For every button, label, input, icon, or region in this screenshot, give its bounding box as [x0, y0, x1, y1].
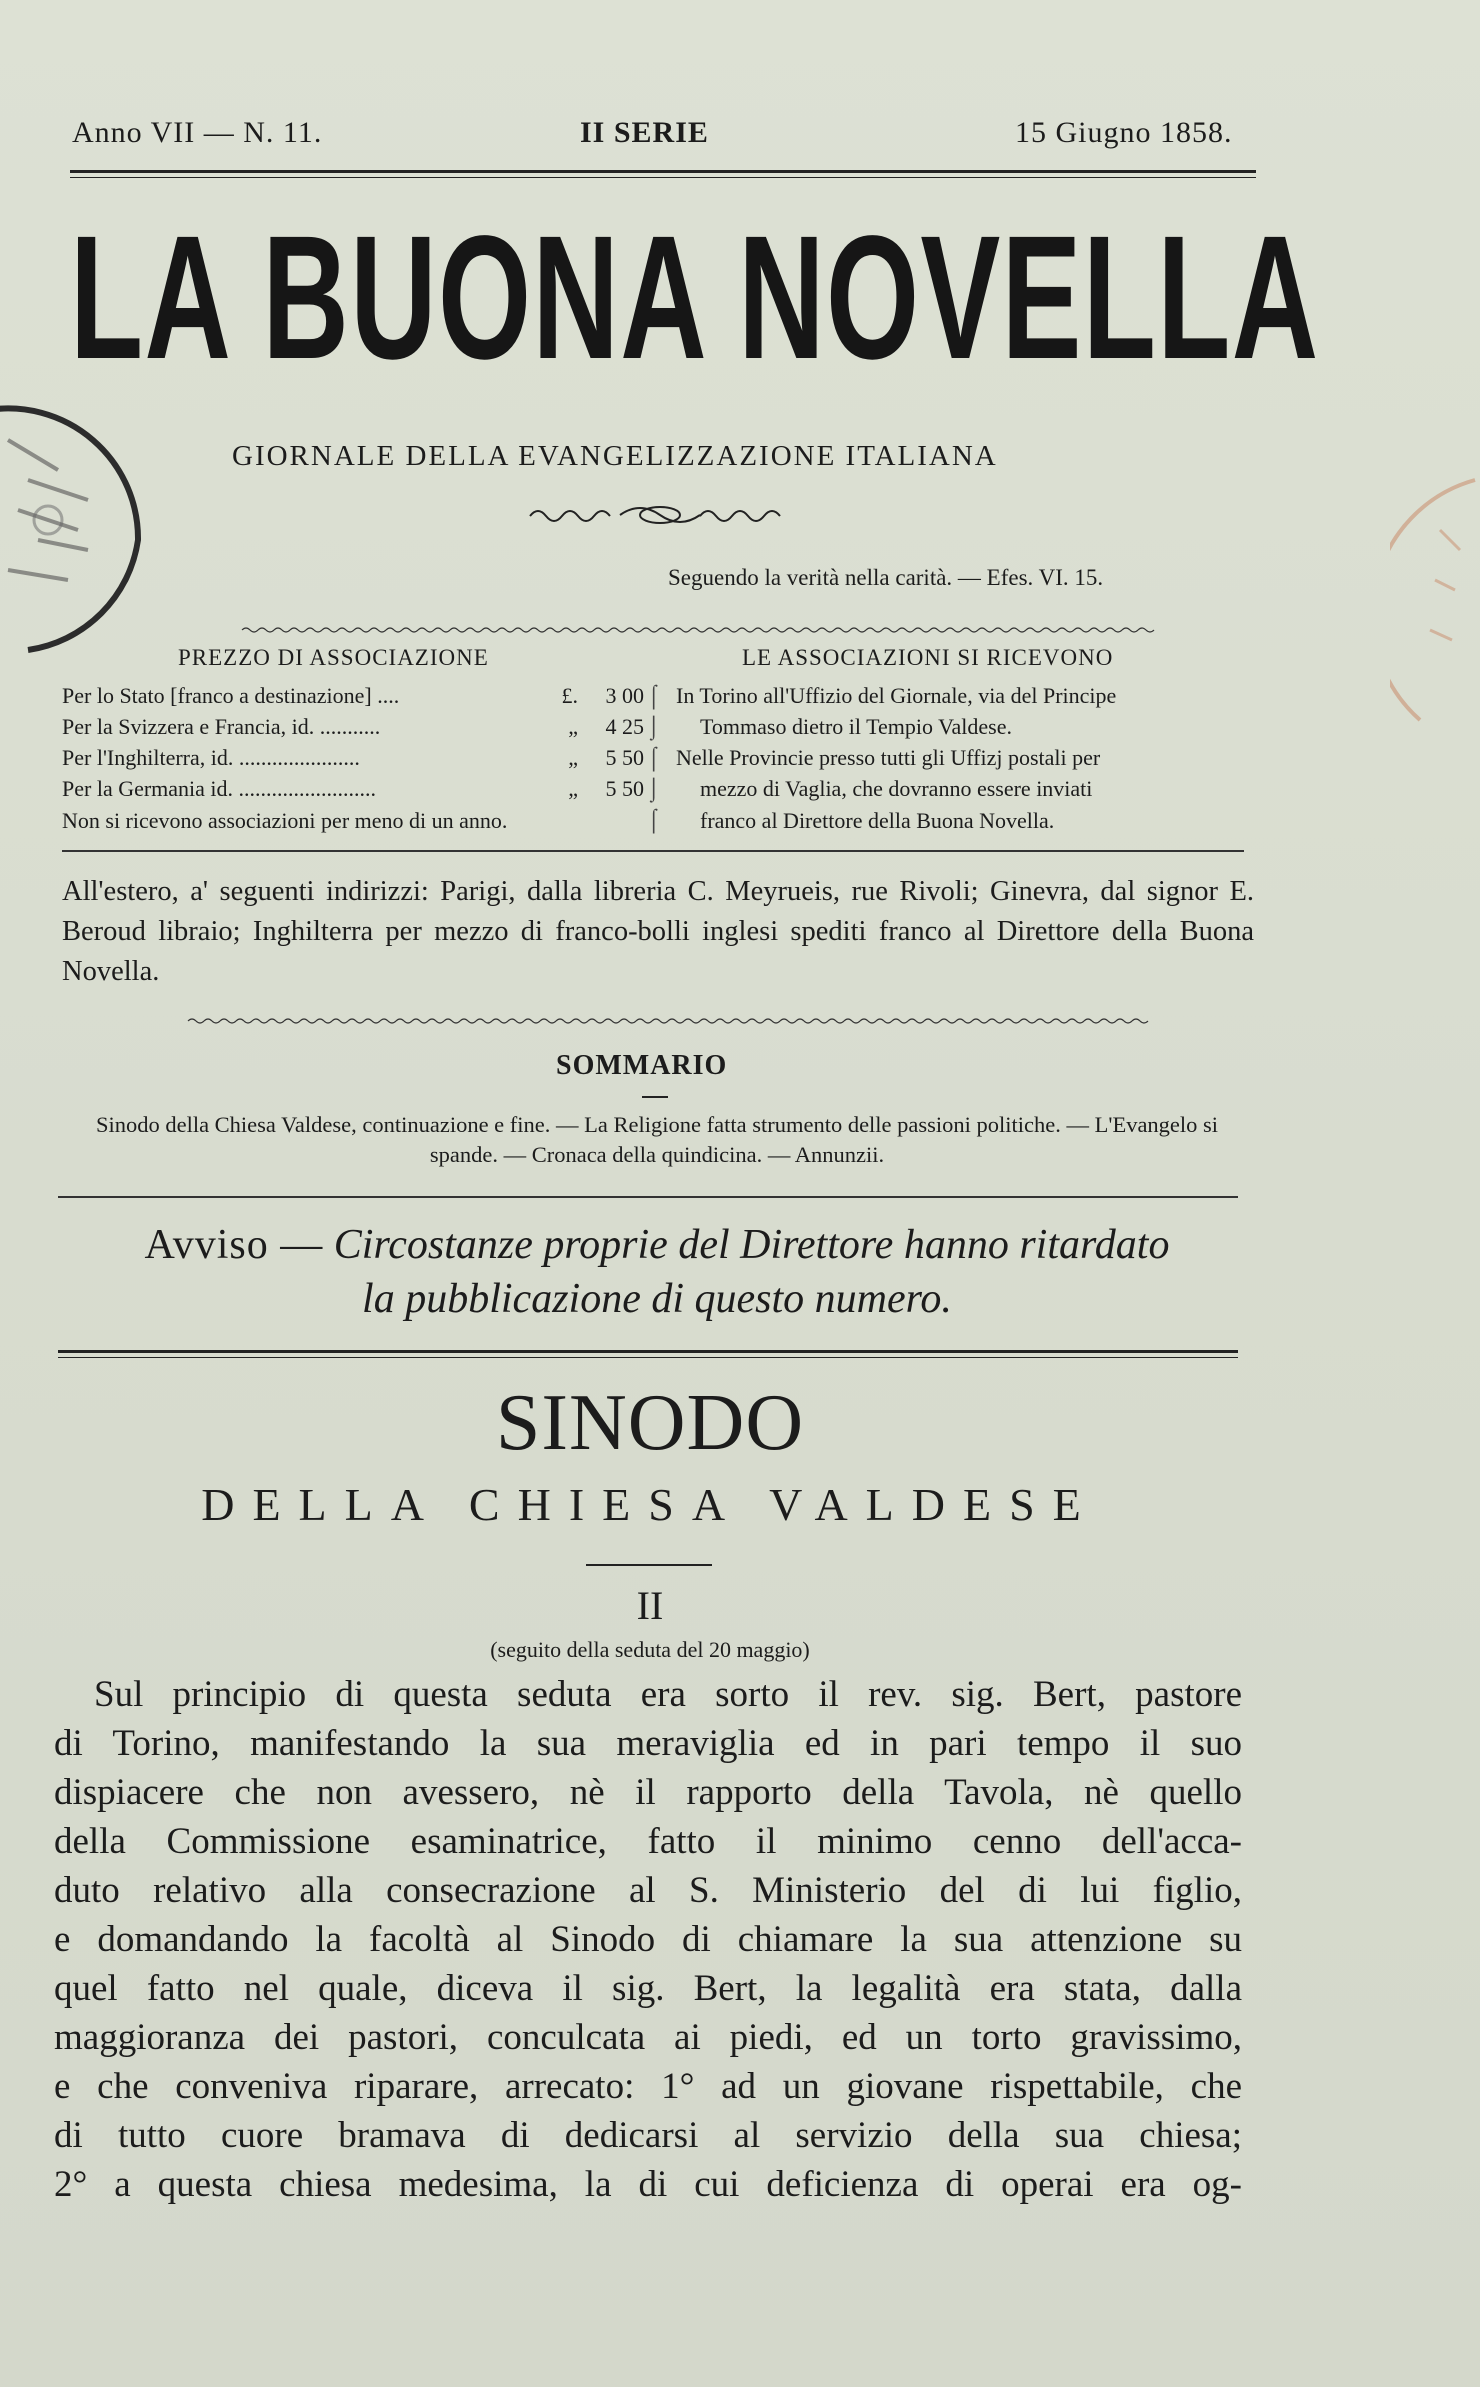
article-line: e domandando la facoltà al Sinodo di chiamare la sua attenzione su [54, 1919, 1242, 1960]
receiving-line: mezzo di Vaglia, che dovranno essere inviati [700, 776, 1093, 801]
price-currency: „ [568, 714, 578, 739]
article-body [54, 1670, 1242, 2209]
price-row [62, 776, 644, 802]
receiving-line: Nelle Provincie presso tutti gli Uffizj postali per [676, 745, 1101, 770]
subscription-note-text: Non si ricevono associazioni per meno di un anno. [62, 808, 508, 833]
notice-block [62, 1218, 1252, 1326]
article-line: e che conveniva riparare, arrecato: 1° ad un giovane rispettabile, che [54, 2066, 1242, 2107]
section-rule [62, 850, 1244, 852]
article-line: di Torino, manifestando la sua meraviglia ed in pari tempo il suo [54, 1723, 1242, 1764]
article-line: dispiacere che non avessero, nè il rapporto della Tavola, nè quello [54, 1772, 1242, 1813]
price-currency: „ [568, 745, 578, 770]
article-title: SINODO [495, 1379, 805, 1467]
article-line: Sul principio di questa seduta era sorto il rev. sig. Bert, pastore [94, 1674, 1242, 1715]
price-value: 5 50 [605, 776, 644, 801]
price-currency: „ [568, 776, 578, 801]
price-value: 5 50 [605, 745, 644, 770]
summary-heading: SOMMARIO [556, 1050, 728, 1081]
ornament-flourish-icon [525, 498, 795, 532]
wavy-divider [70, 1017, 1250, 1025]
price-row [62, 714, 644, 740]
subscription-note [62, 808, 644, 834]
wavy-divider [130, 626, 1250, 634]
article-continuation-note: (seguito della seduta del 20 maggio) [490, 1637, 810, 1662]
column-brace-divider: ⌠ ⌡ ⌠ ⌡ ⌠ [647, 683, 661, 832]
postmark-stamp-icon [0, 390, 178, 660]
masthead-title: LA BUONA NOVELLA [70, 200, 1320, 396]
price-currency: £. [561, 683, 578, 708]
price-value: 3 00 [605, 683, 644, 708]
postmark-stamp-right-icon [1390, 470, 1480, 730]
masthead-motto: Seguendo la verità nella carità. — Efes. VI. 15. [668, 565, 1104, 590]
foreign-subscription-paragraph: All'estero, a' seguenti indirizzi: Parigi, dalla libreria C. Meyrueis, rue Rivoli; Ginevra, dal signor E. Beroud libraio; Inghilterra per mezzo di franco-bolli inglesi spediti franco al Direttore della Buona Novella. [62, 876, 1254, 987]
article-title-rule [586, 1564, 712, 1566]
header-rule [70, 170, 1256, 178]
summary-text: Sinodo della Chiesa Valdese, continuazione e fine. — La Religione fatta strumento delle passioni politiche. — L'Evangelo si spande. — Cronaca della quindicina. — Annunzii. [95, 1112, 1219, 1167]
price-row [62, 683, 644, 709]
summary-short-rule [642, 1096, 668, 1098]
masthead-subtitle: GIORNALE DELLA EVANGELIZZAZIONE ITALIANA [232, 440, 998, 472]
price-value: 4 25 [605, 714, 644, 739]
price-label: Per l'Inghilterra, id. ...................... [62, 745, 360, 770]
article-line: maggioranza dei pastori, conculcata ai piedi, ed un torto gravissimo, [54, 2017, 1242, 2058]
issue-number: Anno VII — N. 11. [72, 116, 323, 149]
price-label: Per lo Stato [franco a destinazione] .... [62, 683, 400, 708]
summary-rule [58, 1196, 1238, 1198]
receiving-line: In Torino all'Uffizio del Giornale, via del Principe [676, 683, 1117, 708]
receiving-heading: LE ASSOCIAZIONI SI RICEVONO [742, 645, 1114, 670]
article-subtitle: DELLA CHIESA VALDESE [201, 1479, 1099, 1530]
article-line: di tutto cuore bramava di dedicarsi al servizio della sua chiesa; [54, 2115, 1242, 2156]
notice-label: Avviso — [144, 1222, 324, 1268]
article-line: duto relativo alla consecrazione al S. Ministerio del di lui figlio, [54, 1870, 1242, 1911]
article-line: 2° a questa chiesa medesima, la di cui deficienza di operai era og- [54, 2164, 1242, 2205]
subscription-heading: PREZZO DI ASSOCIAZIONE [178, 645, 489, 670]
price-label: Per la Germania id. ......................... [62, 776, 377, 801]
receiving-line: franco al Direttore della Buona Novella. [700, 808, 1055, 833]
article-line: quel fatto nel quale, diceva il sig. Bert, la legalità era stata, dalla [54, 1968, 1242, 2009]
price-row [62, 745, 644, 771]
price-label: Per la Svizzera e Francia, id. ........... [62, 714, 381, 739]
article-line: della Commissione esaminatrice, fatto il minimo cenno dell'acca- [54, 1821, 1242, 1862]
article-section-number: II [636, 1583, 664, 1628]
article-rule [58, 1350, 1238, 1358]
receiving-line: Tommaso dietro il Tempio Valdese. [700, 714, 1013, 739]
series-label: II SERIE [580, 116, 709, 149]
notice-text-line2: la pubblicazione di questo numero. [362, 1276, 952, 1322]
issue-date: 15 Giugno 1858. [1015, 116, 1233, 149]
notice-text-line1: Circostanze proprie del Direttore hanno ritardato [333, 1222, 1170, 1268]
